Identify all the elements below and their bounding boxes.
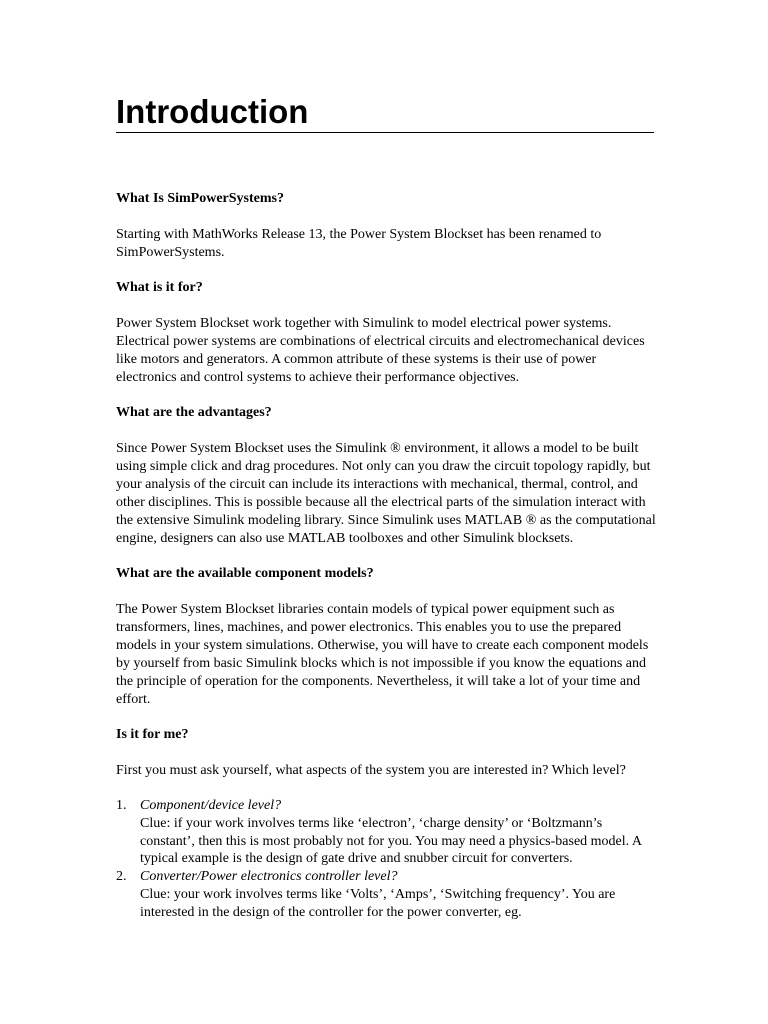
section-heading: What are the available component models? bbox=[116, 566, 374, 581]
list-number: 2. bbox=[116, 869, 127, 885]
section-heading: Is it for me? bbox=[116, 727, 189, 742]
section-paragraph: Power System Blockset work together with Simulink to model electrical power systems. Electrical power systems are combinations of electrical circuits and electromechanical devices like motors and generators. A common attribute of these systems is their use of power electronics and control systems to achieve their performance objectives. bbox=[116, 316, 645, 385]
document-body bbox=[116, 190, 656, 922]
list-item-title: Converter/Power electronics controller level? bbox=[140, 869, 398, 885]
list-item-text: Clue: your work involves terms like ‘Volts’, ‘Amps’, ‘Switching frequency’. You are interested in the design of the controller for the power converter, eg. bbox=[140, 886, 616, 920]
title-divider bbox=[116, 132, 654, 133]
page-title: Introduction bbox=[116, 93, 309, 130]
section-paragraph: Starting with MathWorks Release 13, the Power System Blockset has been renamed to SimPowerSystems. bbox=[116, 227, 602, 260]
section-heading: What are the advantages? bbox=[116, 405, 272, 420]
list-item bbox=[116, 868, 656, 921]
section-heading: What is it for? bbox=[116, 280, 203, 295]
level-list bbox=[116, 797, 656, 922]
list-item-title: Component/device level? bbox=[140, 798, 282, 813]
section-paragraph: First you must ask yourself, what aspects of the system you are interested in? Which level? bbox=[116, 763, 626, 778]
list-number: 1. bbox=[116, 798, 127, 813]
section-paragraph: Since Power System Blockset uses the Simulink ® environment, it allows a model to be built using simple click and drag procedures. Not only can you draw the circuit topology rapidly, but your analysis of the circuit can include its interactions with mechanical, thermal, control, and other disciplines. This is possible because all the electrical parts of the simulation interact with the extensive Simulink modeling library. Since Simulink uses MATLAB ® as the computational engine, designers can also use MATLAB toolboxes and other Simulink blocksets. bbox=[116, 441, 656, 546]
list-item-text: Clue: if your work involves terms like ‘electron’, ‘charge density’ or ‘Boltzmann’s constant’, then this is most probably not for you. You may need a physics-based model. A typical example is the design of gate drive and snubber circuit for converters. bbox=[140, 815, 642, 867]
section-heading: What Is SimPowerSystems? bbox=[116, 191, 284, 206]
list-item bbox=[116, 797, 656, 868]
section-paragraph: The Power System Blockset libraries contain models of typical power equipment such as transformers, lines, machines, and power electronics. This enables you to use the prepared models in your system simulations. Otherwise, you will have to create each component models by yourself from basic Simulink blocks which is not impossible if you know the equations and the principle of operation for the components. Nevertheless, it will take a lot of your time and effort. bbox=[116, 602, 649, 707]
